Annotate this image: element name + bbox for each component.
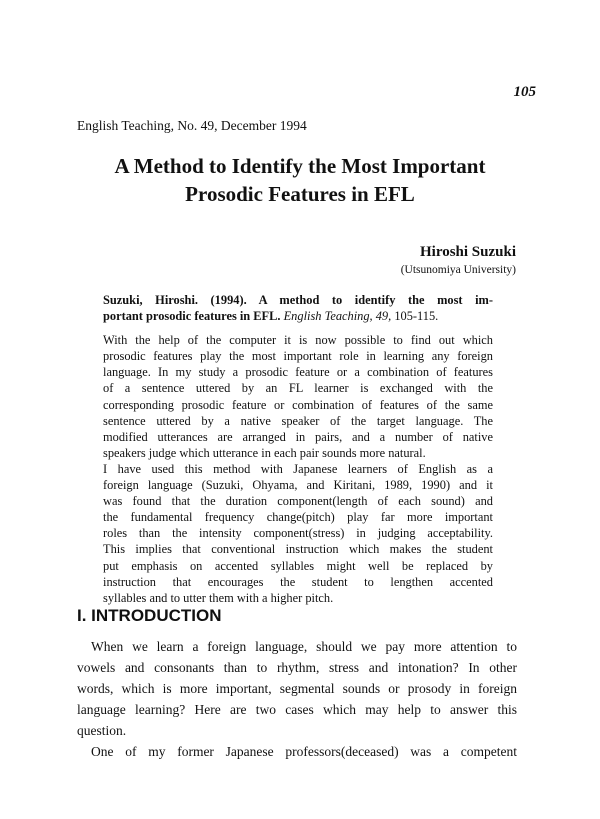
- body-text: [77, 636, 517, 762]
- citation-title-end: portant prosodic features in EFL.: [103, 309, 281, 324]
- abstract-line: corresponding prosodic feature or combination of features of the same: [103, 397, 493, 412]
- abstract-line: of a sentence uttered by an FL learner is exchanged with the: [103, 381, 493, 396]
- abstract-line: roles than the intensity component(stress) in judging acceptability.: [103, 526, 493, 541]
- section-heading: I. INTRODUCTION: [77, 606, 222, 625]
- abstract: [103, 292, 493, 606]
- abstract-line: was found that the duration component(length of each sound) and: [103, 494, 493, 509]
- abstract-line: put emphasis on accented syllables might well be replaced by: [103, 558, 493, 573]
- body-line: language learning? Here are two cases which may help to answer this: [77, 702, 517, 717]
- citation-pages: 105-115.: [394, 309, 439, 324]
- title-line: Prosodic Features in EFL: [185, 182, 415, 206]
- abstract-line: prosodic features play the most important role in learning any foreign: [103, 349, 493, 364]
- abstract-line: sentence uttered by a native speaker of the target language. The: [103, 413, 493, 428]
- journal-header: English Teaching, No. 49, December 1994: [77, 118, 307, 133]
- abstract-line: This implies that conventional instruction which makes the student: [103, 542, 493, 557]
- abstract-line: language. In my study a prosodic feature or a combination of features: [103, 365, 493, 380]
- citation-line: Suzuki, Hiroshi. (1994). A method to identify the most im-: [103, 293, 493, 307]
- abstract-line: the fundamental frequency change(pitch) play far more important: [103, 510, 493, 525]
- abstract-line: modified utterances are arranged in pairs, and a number of native: [103, 429, 493, 444]
- body-line: One of my former Japanese professors(deceased) was a competent: [91, 744, 517, 759]
- abstract-line: syllables and to utter them with a higher pitch.: [103, 590, 334, 605]
- body-line: question.: [77, 723, 127, 738]
- title-line: A Method to Identify the Most Important: [114, 154, 486, 178]
- citation: [103, 292, 493, 324]
- abstract-line: instruction that encourages the student to lengthen accented: [103, 574, 493, 589]
- body-line: When we learn a foreign language, should we pay more attention to: [91, 639, 517, 654]
- author-name: Hiroshi Suzuki: [419, 244, 516, 260]
- abstract-line: With the help of the computer it is now possible to find out which: [103, 333, 493, 348]
- page-number: 105: [513, 84, 536, 100]
- citation-journal: English Teaching, 49,: [283, 309, 392, 324]
- paper-title: [60, 152, 540, 208]
- abstract-line: I have used this method with Japanese learners of English as a: [103, 461, 493, 476]
- author-affiliation: (Utsunomiya University): [400, 264, 516, 276]
- body-line: vowels and consonants than to rhythm, stress and intonation? In other: [77, 660, 517, 675]
- citation-line: [103, 308, 493, 324]
- abstract-line: speakers judge which utterance in each pair sounds more natural.: [103, 445, 426, 460]
- abstract-line: foreign language (Suzuki, Ohyama, and Kiritani, 1989, 1990) and it: [103, 478, 493, 493]
- body-line: words, which is more important, segmental sounds or prosody in foreign: [77, 681, 517, 696]
